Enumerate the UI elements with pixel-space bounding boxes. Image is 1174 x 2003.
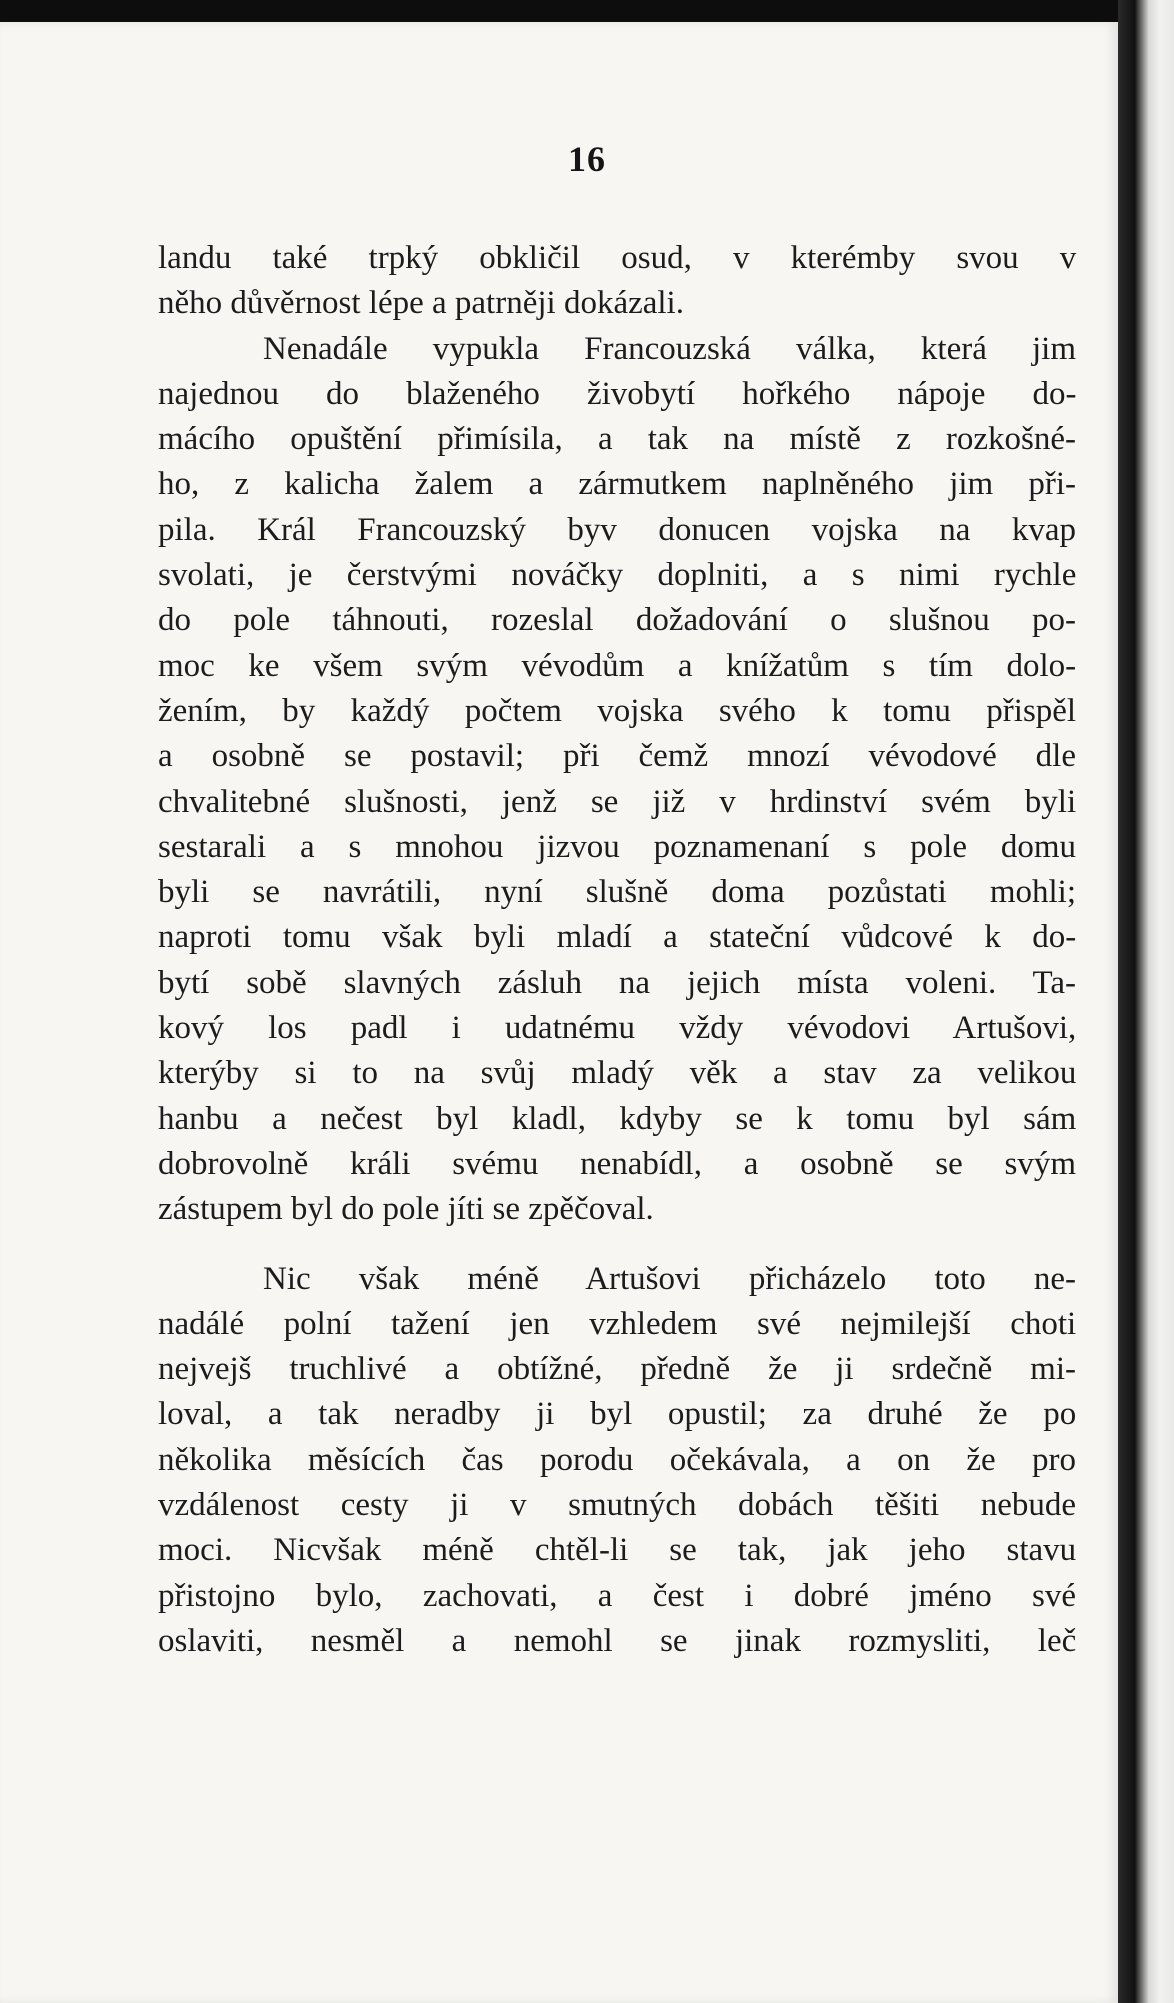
text-line: bytí sobě slavných zásluh na jejich místa voleni. Ta- [158,964,1077,1001]
text-line: vzdálenost cesty ji v smutných dobách těšiti nebude [158,1487,1076,1524]
text-line: naproti tomu však byli mladí a stateční vůdcové k do- [158,919,1077,956]
text-line: byli se navrátili, nyní slušně doma pozůstati mohli; [158,874,1076,911]
text-line: kový los padl i udatnému vždy vévodovi Artušovi, [158,1010,1077,1047]
text-line: nadálé polní tažení jen vzhledem své nejmilejší choti [158,1305,1077,1342]
text-line: nejvejš truchlivé a obtížné, předně že ji srdečně mi- [158,1351,1076,1388]
text-line: najednou do blaženého živobytí hořkého nápoje do- [158,375,1077,412]
text-line: dobrovolně králi svému nenabídl, a osobně se svým [158,1145,1076,1182]
paragraph-gap [158,1233,1076,1257]
text-line: Nenadále vypukla Francouzská válka, která jim [263,330,1076,367]
text-line: Nic však méně Artušovi přicházelo toto ne- [263,1260,1076,1297]
text-line: a osobně se postavil; při čemž mnozí vévodové dle [158,738,1076,775]
paragraph-3 [158,1257,1076,1665]
text-line: do pole táhnouti, rozeslal dožadování o slušnou po- [158,602,1077,639]
text-line: svolati, je čerstvými nováčky doplniti, a s nimi rychle [158,557,1077,594]
text-line: přistojno bylo, zachovati, a čest i dobré jméno své [158,1577,1076,1614]
text-line: sestarali a s mnohou jizvou poznamenaní s pole domu [158,828,1077,865]
paragraph-2 [158,327,1076,1233]
scan-top-border [0,0,1118,22]
text-line: kterýby si to na svůj mladý věk a stav za velikou [158,1055,1077,1092]
text-line: loval, a tak neradby ji byl opustil; za druhé že po [158,1396,1077,1433]
body-text [158,236,1076,1664]
text-line: několika měsících čas porodu očekávala, a on že pro [158,1441,1076,1478]
text-line: hanbu a nečest byl kladl, kdyby se k tomu byl sám [158,1100,1077,1137]
text-line: moci. Nicvšak méně chtěl-li se tak, jak jeho stavu [158,1532,1077,1569]
text-line: mácího opuštění přimísila, a tak na místě z rozkošné- [158,421,1076,458]
text-line: zástupem byl do pole jíti se zpěčoval. [158,1191,654,1228]
text-line: oslaviti, nesměl a nemohl se jinak rozmysliti, leč [158,1622,1077,1659]
text-line: ho, z kalicha žalem a zármutkem naplněného jim při- [158,466,1076,503]
page-binding-edge [1118,0,1174,2003]
text-line: moc ke všem svým vévodům a knížatům s tím dolo- [158,647,1077,684]
text-line: landu také trpký obkličil osud, v kterémby svou v [158,240,1077,276]
text-line: chvalitebné slušnosti, jenž se již v hrdinství svém byli [158,783,1077,820]
text-line: žením, by každý počtem vojska svého k tomu přispěl [158,692,1077,729]
text-line: pila. Král Francouzský byv donucen vojska na kvap [158,511,1076,548]
text-line: něho důvěrnost lépe a patrněji dokázali. [158,285,684,322]
page-number: 16 [568,139,606,179]
paragraph-1 [158,236,1076,327]
